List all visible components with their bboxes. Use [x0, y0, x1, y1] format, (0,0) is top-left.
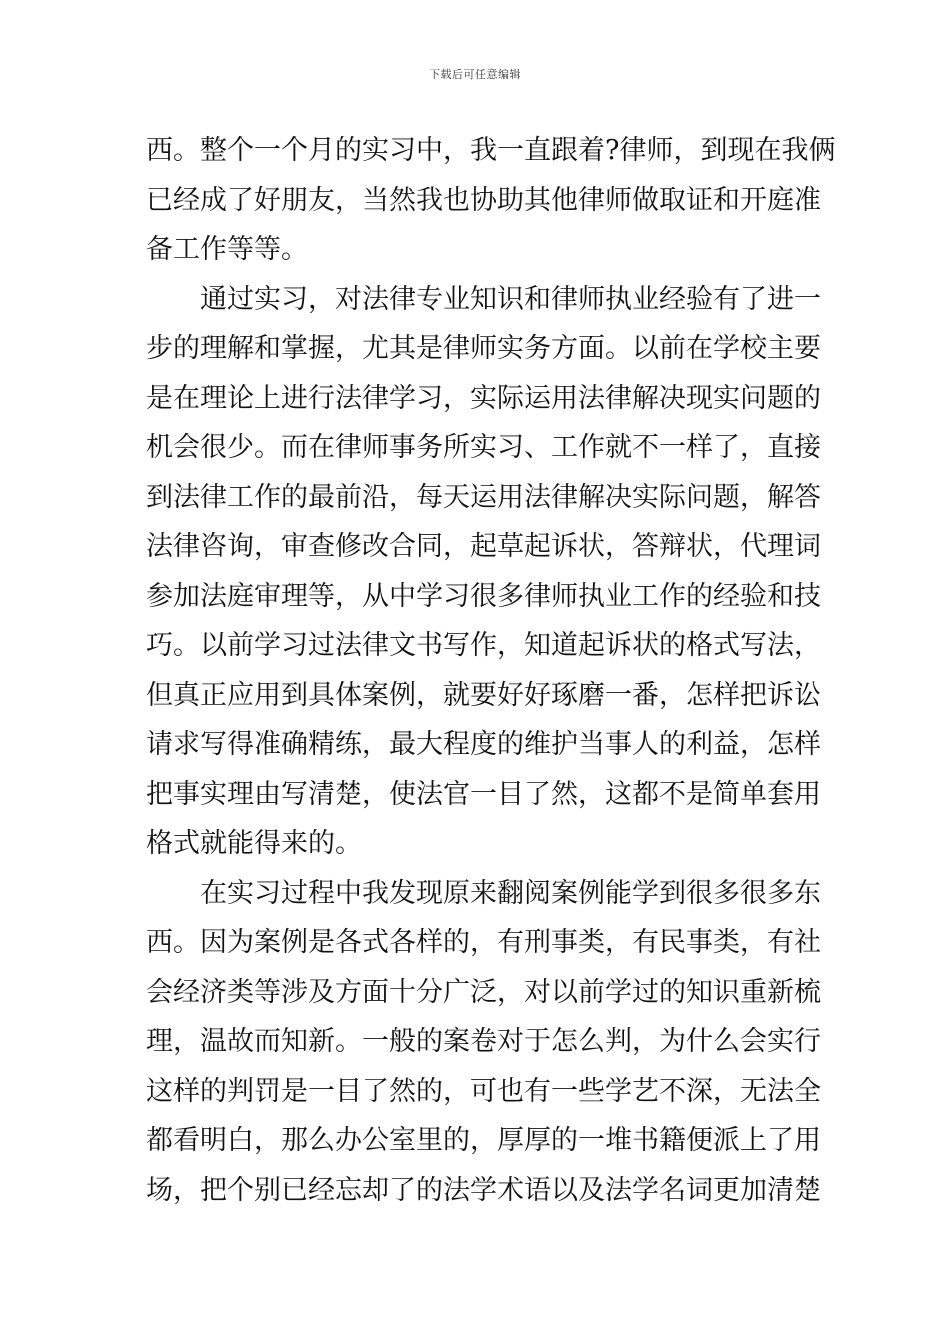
text-line: 这样的判罚是一目了然的，可也有一些学艺不深，无法全 — [146, 1075, 821, 1107]
text-line: 参加法庭审理等，从中学习很多律师执业工作的经验和技 — [146, 580, 821, 612]
text-line: 会经济类等涉及方面十分广泛，对以前学过的知识重新梳 — [146, 976, 821, 1008]
text-line: 巧。以前学习过法律文书写作，知道起诉状的格式写法， — [146, 630, 821, 661]
text-line: 把事实理由写清楚，使法官一目了然，这都不是简单套用 — [146, 778, 821, 810]
text-line: 在实习过程中我发现原来翻阅案例能学到很多很多东 — [200, 877, 821, 909]
text-line: 已经成了好朋友，当然我也协助其他律师做取证和开庭准 — [146, 184, 821, 216]
text-line: 西。因为案例是各式各样的，有刑事类，有民事类，有社 — [146, 927, 821, 958]
paragraph — [146, 126, 836, 275]
text-line: 格式就能得来的。 — [146, 828, 362, 859]
text-line: 是在理论上进行法律学习，实际运用法律解决现实问题的 — [146, 382, 821, 414]
text-line: 到法律工作的最前沿，每天运用法律解决实际问题，解答 — [146, 481, 821, 513]
text-line: 理，温故而知新。一般的案卷对于怎么判，为什么会实行 — [146, 1026, 821, 1057]
text-line: 都看明白，那么办公室里的，厚厚的一堆书籍便派上了用 — [146, 1125, 821, 1156]
text-line: 备工作等等。 — [146, 234, 308, 265]
paragraph — [146, 275, 821, 869]
text-line: 机会很少。而在律师事务所实习、工作就不一样了，直接 — [146, 432, 821, 463]
paragraph — [146, 869, 821, 1216]
text-line: 法律咨询，审查修改合同，起草起诉状，答辩状，代理词 — [146, 531, 821, 562]
text-line: 请求写得准确精练，最大程度的维护当事人的利益，怎样 — [146, 729, 821, 760]
page-header: 下载后可任意编辑 — [429, 68, 521, 81]
text-line: 但真正应用到具体案例，就要好好琢磨一番，怎样把诉讼 — [146, 679, 821, 711]
text-line: 场，把个别已经忘却了的法学术语以及法学名词更加清楚 — [146, 1174, 821, 1206]
text-line: 通过实习，对法律专业知识和律师执业经验有了进一 — [200, 283, 821, 315]
text-line: 西。整个一个月的实习中，我一直跟着?律师，到现在我俩 — [146, 135, 836, 166]
document-body — [146, 126, 836, 1215]
text-line: 步的理解和掌握，尤其是律师实务方面。以前在学校主要 — [146, 333, 821, 364]
